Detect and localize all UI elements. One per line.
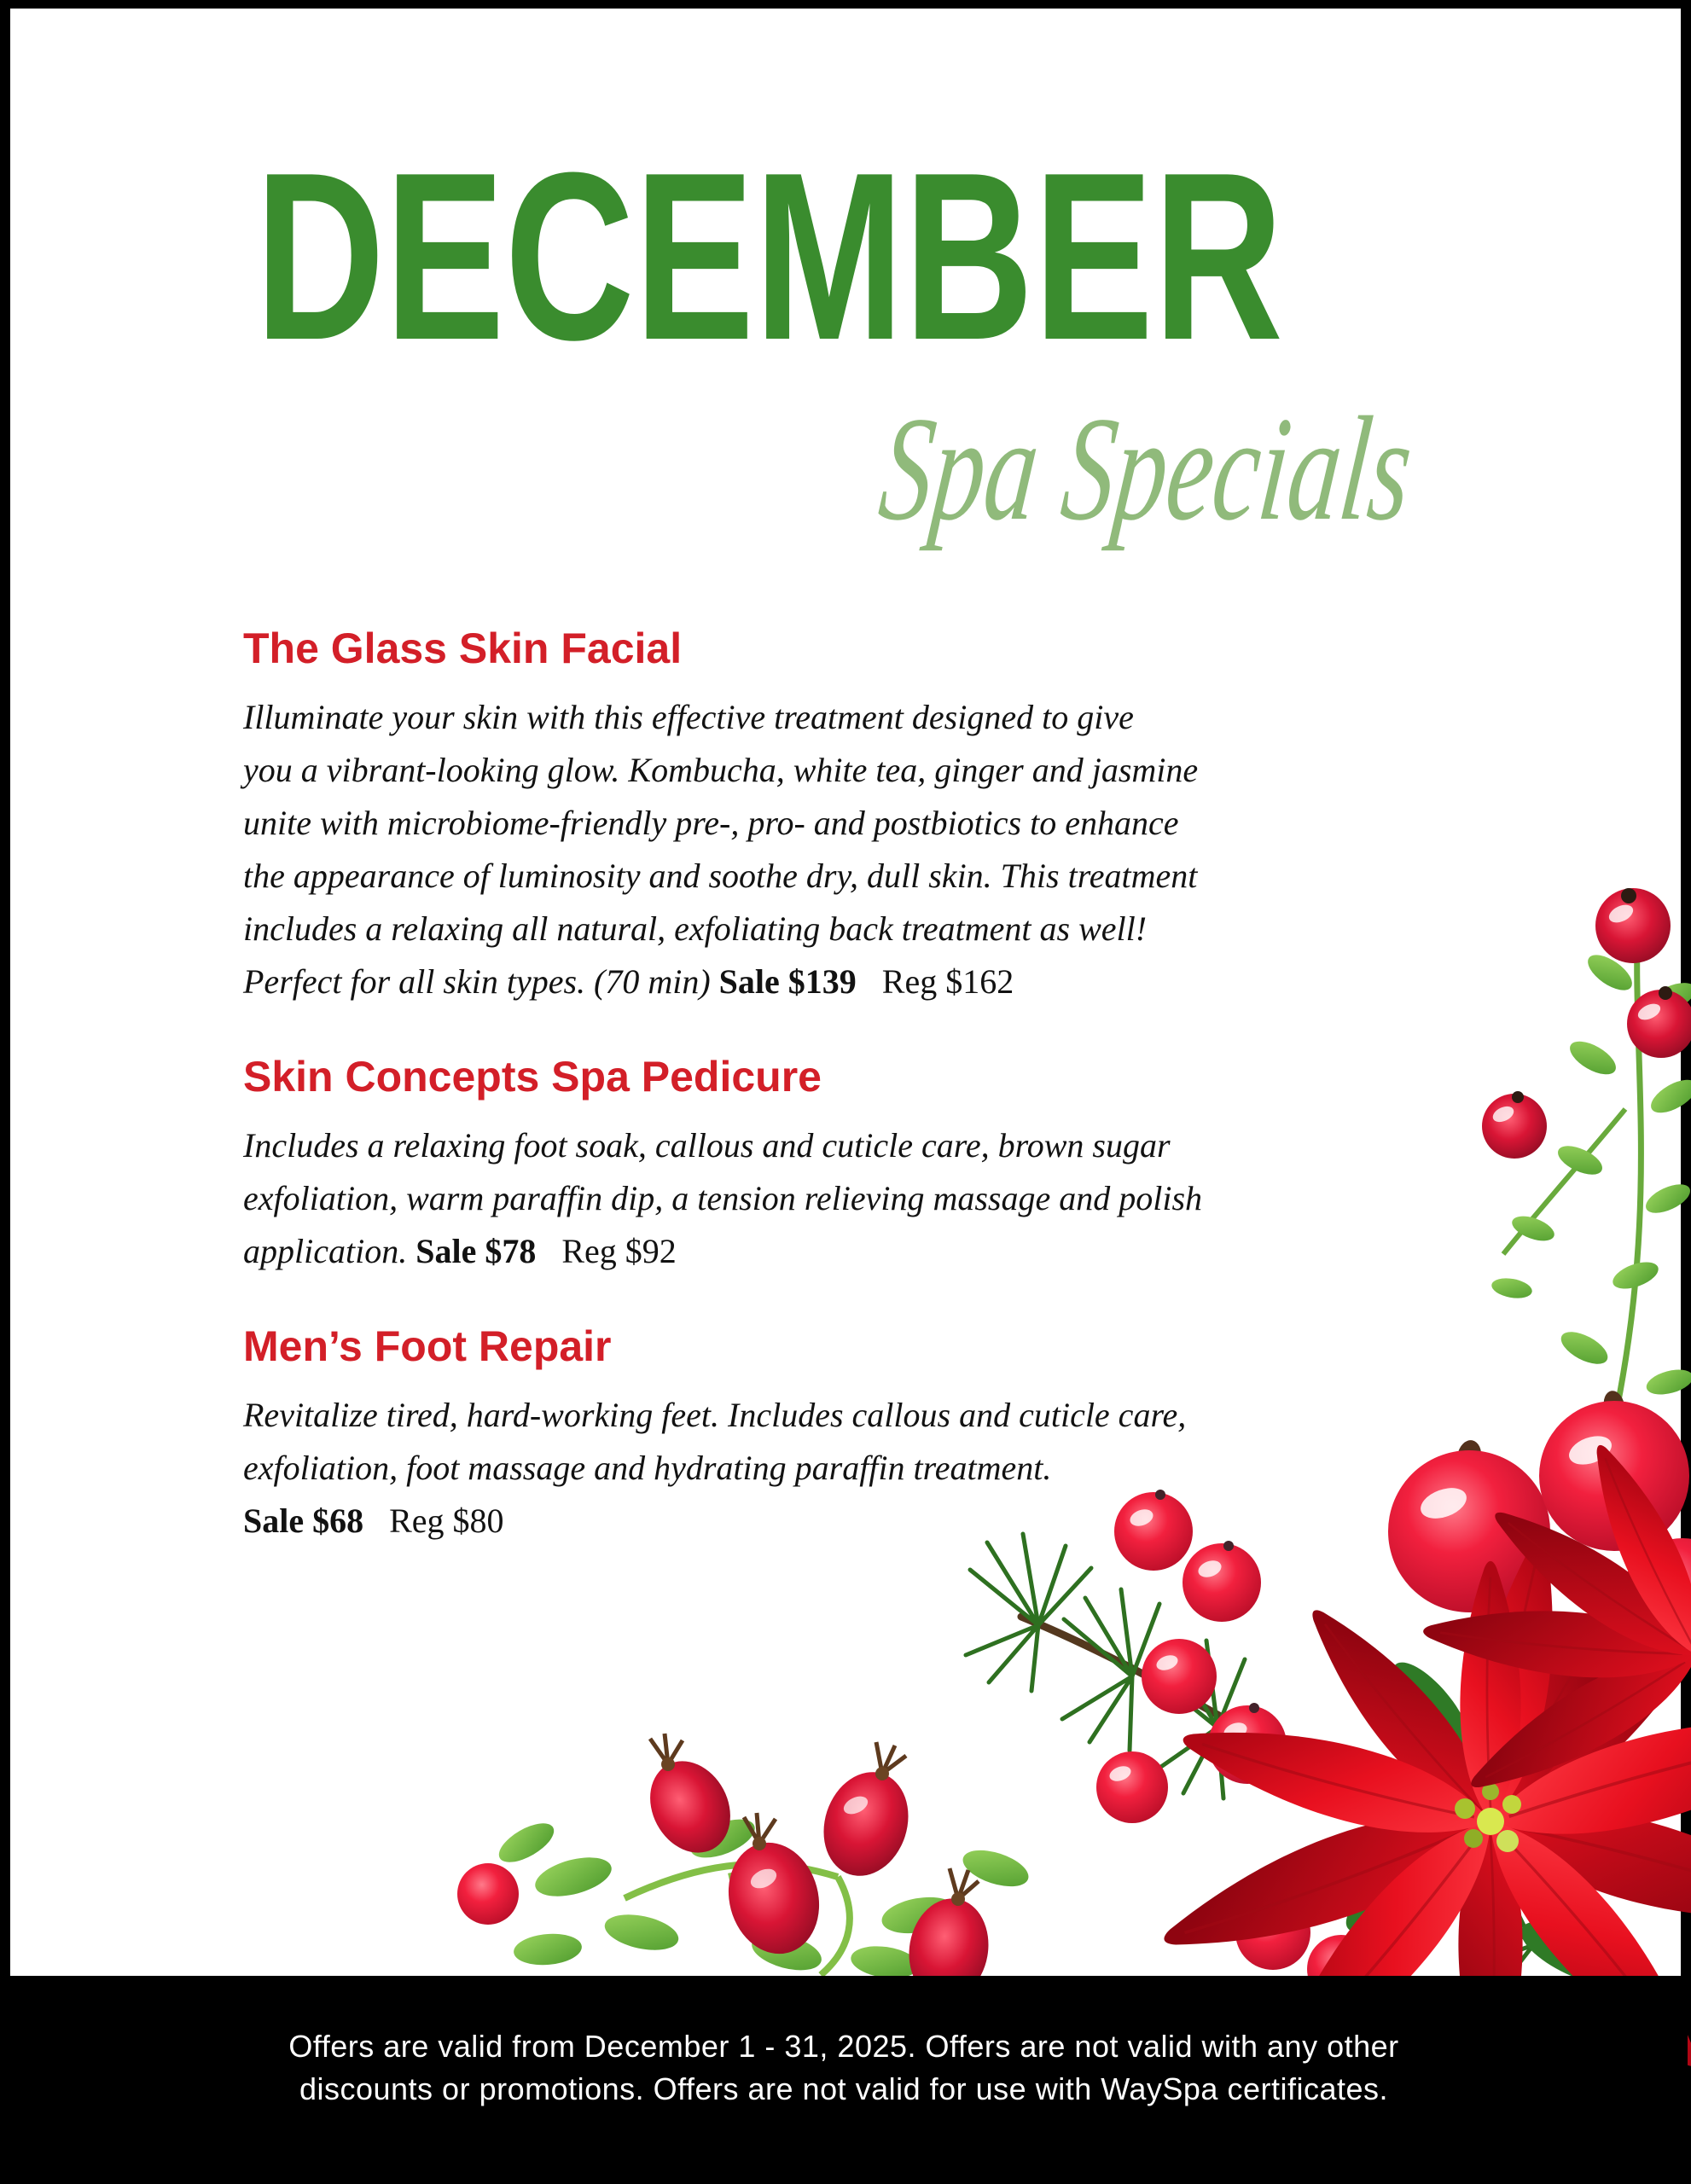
service-body-text: Includes a relaxing foot soak, callous and cuticle care, brown sugar exfoliation, warm paraffin dip, a tension relieving massage and polish application. [243, 1126, 1203, 1270]
berry-branch-right [1482, 888, 1691, 1442]
month-title-text: DECEMBER [255, 124, 1283, 390]
footer-bar [0, 1976, 1688, 2184]
service-heading: Skin Concepts Spa Pedicure [243, 1053, 822, 1101]
regular-price: Reg $80 [389, 1502, 504, 1540]
holiday-decoration-image [475, 887, 1691, 1984]
title-december [245, 124, 1294, 390]
service-body-text: Illuminate your skin with this effective treatment designed to give you a vibrant-looking glow. Kombucha, white tea, ginger and jasmine unite with microbiome-friendly pre-, pro- and postbiotics to enhance the appearance of luminosity and soothe dry, dull skin. This treatment includes a relaxing all natural, exfoliating back treatment as well! Perfect for all skin types. (70 min) [243, 698, 1199, 1001]
sale-price: Sale $139 [718, 962, 857, 1001]
script-title-text: Spa Specials [873, 386, 1650, 551]
sale-price: Sale $68 [243, 1502, 364, 1540]
service-heading: Men’s Foot Repair [243, 1322, 612, 1370]
regular-price: Reg $162 [881, 962, 1014, 1001]
flyer-page [10, 9, 1681, 1976]
footer-disclaimer: Offers are valid from December 1 - 31, 2025. Offers are not valid with any other discounts or promotions. Offers are not valid for use with WaySpa certificates. [288, 2029, 1399, 2106]
title-spa-specials [866, 375, 1650, 584]
service-heading: The Glass Skin Facial [243, 624, 683, 672]
service-body-text: Revitalize tired, hard-working feet. Includes callous and cuticle care, exfoliation, foot massage and hydrating paraffin treatment. [243, 1396, 1187, 1487]
regular-price: Reg $92 [561, 1232, 677, 1270]
rose-hip-cluster [457, 1734, 1033, 2007]
holiday-decoration-art [475, 887, 1691, 1984]
sale-price: Sale $78 [415, 1232, 537, 1270]
